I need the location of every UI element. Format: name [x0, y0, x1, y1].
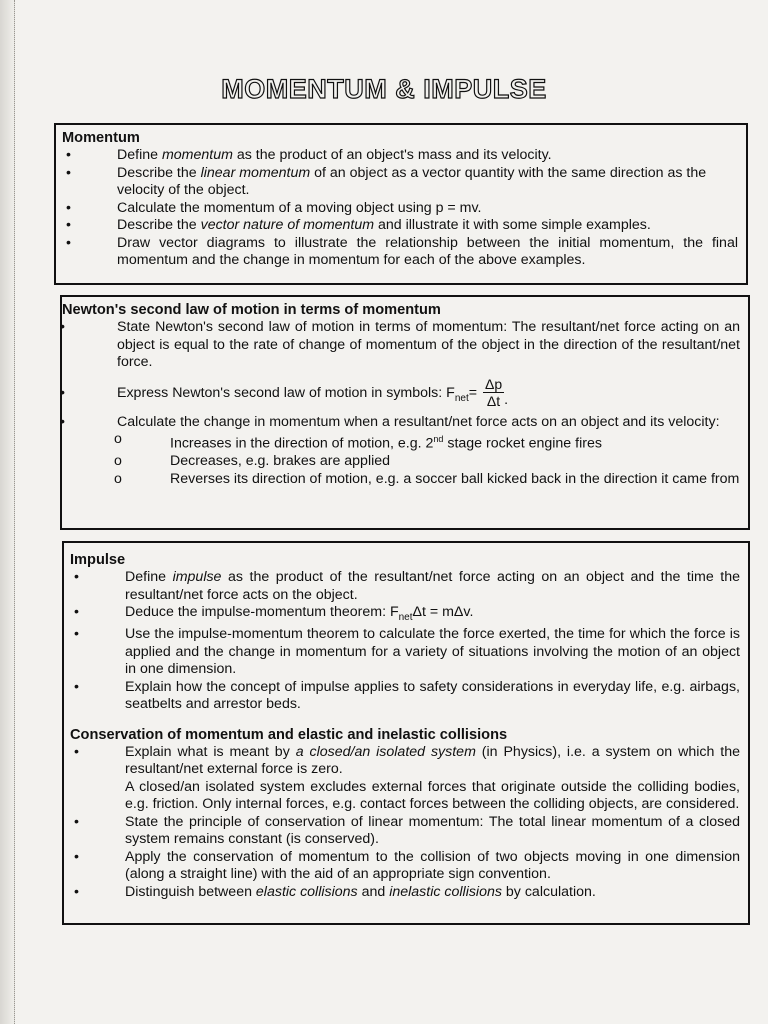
- impulse-box: [62, 541, 750, 925]
- circle-bullet-icon: o: [114, 453, 122, 470]
- list-item: • State the principle of conservation of linear momentum: The total linear momentum of a closed system remains constant (is conserved).: [74, 813, 740, 848]
- conservation-heading: Conservation of momentum and elastic and inelastic collisions: [70, 726, 508, 743]
- bullet-icon: •: [66, 199, 71, 216]
- momentum-heading: Momentum: [62, 130, 140, 146]
- sub-list-item: o Increases in the direction of motion, e.g. 2nd stage rocket engine fires: [114, 431, 602, 452]
- list-item: • Describe the vector nature of momentum and illustrate it with some simple examples.: [66, 217, 651, 233]
- bullet-icon: •: [60, 384, 65, 401]
- bullet-icon: •: [74, 604, 79, 620]
- list-item: • Define momentum as the product of an object's mass and its velocity.: [66, 147, 552, 163]
- bullet-icon: •: [74, 626, 79, 643]
- page-title: MOMENTUM & IMPULSE: [221, 74, 547, 104]
- list-item: • Explain what is meant by a closed/an isolated system (in Physics), i.e. a system on which the resultant/net external force is zero.: [74, 743, 740, 778]
- circle-bullet-icon: o: [114, 431, 122, 447]
- circle-bullet-icon: o: [114, 470, 122, 487]
- bullet-icon: •: [74, 883, 79, 900]
- bullet-icon: •: [66, 234, 71, 251]
- impulse-heading: Impulse: [70, 552, 126, 568]
- bullet-icon: •: [74, 678, 79, 695]
- delta-p-over-delta-t-fraction: $\frac{\Delta p}{\Delta t}$: [484, 375, 503, 409]
- bullet-icon: •: [60, 319, 65, 335]
- list-item: • Apply the conservation of momentum to the collision of two objects moving in one dimension (along a straight line) with the aid of an appropriate sign convention.: [74, 848, 740, 883]
- list-item-continuation: A closed/an isolated system excludes external forces that originate outside the colliding bodies, e.g. friction. Only internal forces, e.g. contact forces between the colliding objects, are considered.: [125, 778, 740, 813]
- list-item: • Calculate the change in momentum when a resultant/net force acts on an object and its velocity:: [60, 413, 720, 430]
- bullet-icon: •: [66, 147, 71, 163]
- list-item: • Calculate the momentum of a moving object using p = mv.: [66, 199, 482, 216]
- newton-box: [60, 295, 750, 530]
- bullet-icon: •: [74, 569, 79, 585]
- bullet-icon: •: [66, 217, 71, 233]
- bullet-icon: •: [66, 164, 71, 181]
- bullet-icon: •: [74, 848, 79, 865]
- sub-list-item: o Decreases, e.g. brakes are applied: [114, 453, 391, 470]
- page-binding-edge: [0, 0, 15, 1024]
- momentum-box: [54, 123, 748, 285]
- sub-list-item: o Reverses its direction of motion, e.g. a soccer ball kicked back in the direction it came from: [114, 470, 740, 487]
- newton-heading: Newton's second law of motion in terms of momentum: [62, 302, 441, 318]
- list-item: • Define impulse as the product of the resultant/net force acting on an object and the time the resultant/net force acts on the object.: [74, 569, 741, 603]
- list-item: • Explain how the concept of impulse applies to safety considerations in everyday life, e.g. airbags, seatbelts and arrestor beds.: [74, 678, 740, 713]
- list-item: • Express Newton's second law of motion in symbols: $F_{net}=$ $\frac{\Delta p}{\Delta t}$ .: [60, 375, 509, 409]
- bullet-icon: •: [60, 413, 65, 430]
- list-item: • Describe the linear momentum of an object as a vector quantity with the same direction as the velocity of the object.: [66, 164, 707, 198]
- bullet-icon: •: [74, 743, 79, 760]
- list-item: • Draw vector diagrams to illustrate the relationship between the initial momentum, the final momentum and the change in momentum for each of the above examples.: [66, 234, 738, 268]
- list-item: • Distinguish between elastic collisions and inelastic collisions by calculation.: [74, 883, 596, 900]
- bullet-icon: •: [74, 813, 79, 830]
- list-item: • Deduce the impulse-momentum theorem: $F_{net}\Delta t = m\Delta v$.: [74, 604, 474, 623]
- list-item: • Use the impulse-momentum theorem to calculate the force exerted, the time for which the force is applied and the change in momentum for a variety of situations involving the motion of an object in one dimension.: [74, 626, 740, 678]
- list-item: • State Newton's second law of motion in terms of momentum: The resultant/net force acting on an object is equal to the rate of change of momentum of the object in the direction of the resultant/net force.: [60, 319, 740, 370]
